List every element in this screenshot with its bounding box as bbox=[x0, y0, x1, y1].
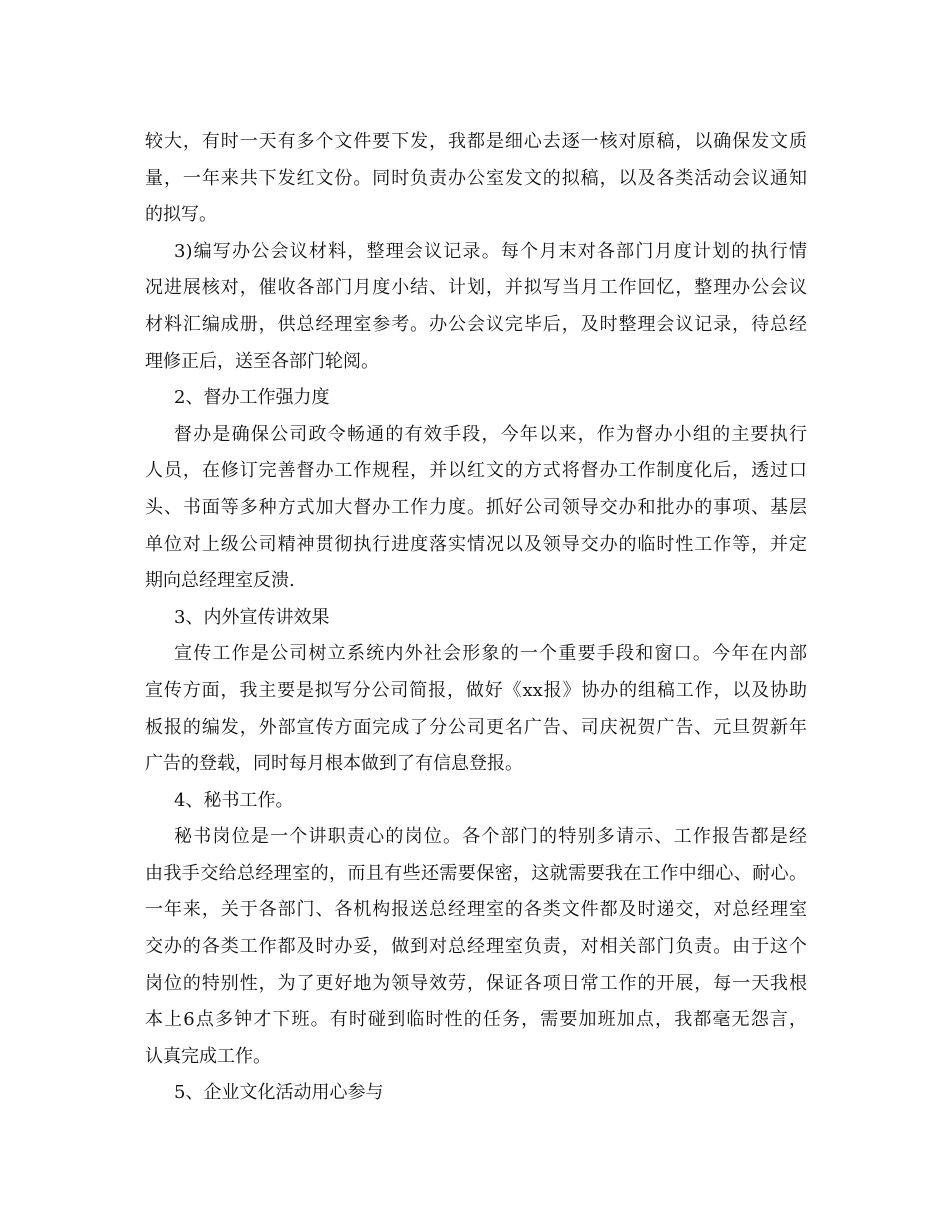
paragraph-line: 由我手交给总经理室的，而且有些还需要保密，这就需要我在工作中细心、耐心。 bbox=[145, 862, 807, 884]
paragraph-line: 广告的登载，同时每月根本做到了有信息登报。 bbox=[145, 753, 523, 775]
paragraph-first-line: 宣传工作是公司树立系统内外社会形象的一个重要手段和窗口。今年在内部 bbox=[174, 643, 807, 665]
paragraph-line: 期向总经理室反溃. bbox=[145, 570, 295, 592]
paragraph-line: 认真完成工作。 bbox=[145, 1045, 271, 1067]
paragraph-line: 岗位的特别性，为了更好地为领导效劳，保证各项日常工作的开展，每一天我根 bbox=[145, 972, 807, 994]
paragraph-first-line: 2、督办工作强力度 bbox=[174, 387, 330, 409]
paragraph-first-line: 秘书岗位是一个讲职责心的岗位。各个部门的特别多请示、工作报告都是经 bbox=[174, 826, 807, 848]
paragraph-line: 理修正后，送至各部门轮阅。 bbox=[145, 350, 379, 372]
paragraph-line: 头、书面等多种方式加大督办工作力度。抓好公司领导交办和批办的事项、基层 bbox=[145, 496, 807, 518]
document-body bbox=[145, 124, 807, 1112]
paragraph-line: 人员，在修订完善督办工作规程，并以红文的方式将督办工作制度化后，透过口 bbox=[145, 460, 807, 482]
paragraph-line: 况进展核对，催收各部门月度小结、计划，并拟写当月工作回忆，整理办公会议 bbox=[145, 277, 807, 299]
paragraph-line: 一年来，关于各部门、各机构报送总经理室的各类文件都及时递交，对总经理室 bbox=[145, 899, 807, 921]
paragraph-line: 宣传方面，我主要是拟写分公司简报，做好《xx报》协办的组稿工作，以及协助 bbox=[145, 679, 807, 701]
paragraph-first-line: 3)编写办公会议材料，整理会议记录。每个月末对各部门月度计划的执行情 bbox=[174, 240, 807, 262]
paragraph-line: 量，一年来共下发红文份。同时负责办公室发文的拟稿，以及各类活动会议通知 bbox=[145, 167, 807, 189]
paragraph-line: 交办的各类工作都及时办妥，做到对总经理室负责，对相关部门负责。由于这个 bbox=[145, 936, 807, 958]
paragraph-line: 材料汇编成册，供总经理室参考。办公会议完毕后，及时整理会议记录，待总经 bbox=[145, 313, 807, 335]
paragraph-line: 较大，有时一天有多个文件要下发，我都是细心去逐一核对原稿，以确保发文质 bbox=[145, 131, 807, 152]
paragraph-first-line: 督办是确保公司政令畅通的有效手段，今年以来，作为督办小组的主要执行 bbox=[174, 423, 807, 445]
paragraph-first-line: 5、企业文化活动用心参与 bbox=[174, 1082, 384, 1104]
paragraph-first-line: 3、内外宣传讲效果 bbox=[174, 606, 330, 628]
paragraph-line: 的拟写。 bbox=[145, 204, 217, 226]
paragraph-first-line: 4、秘书工作。 bbox=[174, 789, 294, 811]
paragraph-line: 单位对上级公司精神贯彻执行进度落实情况以及领导交办的临时性工作等，并定 bbox=[145, 533, 807, 555]
paragraph-line: 板报的编发，外部宣传方面完成了分公司更名广告、司庆祝贺广告、元旦贺新年 bbox=[145, 716, 807, 738]
paragraph-line: 本上6点多钟才下班。有时碰到临时性的任务，需要加班加点，我都毫无怨言， bbox=[145, 1009, 807, 1031]
